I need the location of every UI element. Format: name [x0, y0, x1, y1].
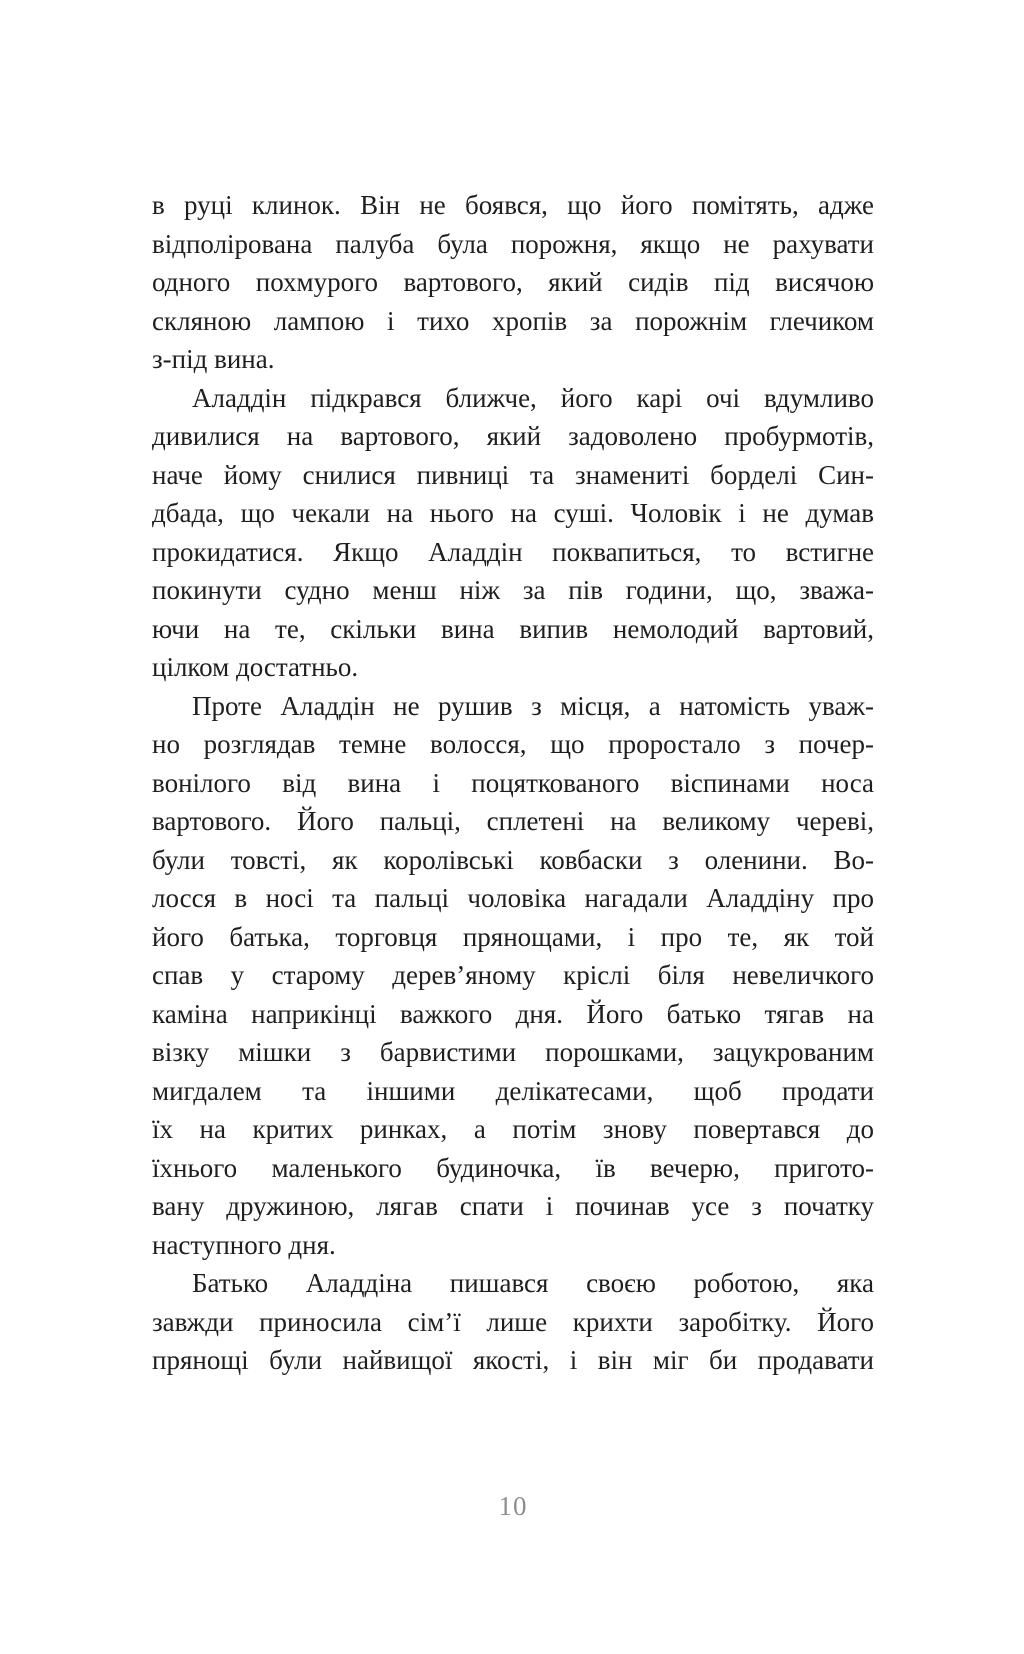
paragraph	[152, 687, 874, 1265]
text-line: прянощі були найвищої якості, і він міг би продавати	[152, 1345, 874, 1375]
text-line: спав у старому дерев’яному кріслі біля невеличкого	[152, 960, 874, 990]
text-line: їх на критих ринках, а потім знову повертався до	[152, 1114, 874, 1144]
text-line: каміна наприкінці важкого дня. Його батько тягав на	[152, 998, 874, 1029]
text-line: мигдалем та іншими делікатесами, щоб продати	[152, 1075, 874, 1106]
text-line: вану дружиною, лягав спати і починав усе з початку	[152, 1191, 874, 1221]
text-line: дбада, що чекали на нього на суші. Чоловік і не думав	[152, 498, 874, 528]
text-line: но розглядав темне волосся, що проростало з почер-	[152, 729, 874, 759]
paragraph	[152, 1264, 874, 1380]
text-line: вонілого від вина і поцяткованого віспинами носа	[152, 767, 874, 798]
text-line: відполірована палуба була порожня, якщо не рахувати	[152, 228, 874, 259]
text-line: дивилися на вартового, який задоволено пробурмотів,	[152, 421, 874, 451]
text-line: ючи на те, скільки вина випив немолодий вартовий,	[152, 613, 874, 644]
text-line: їхнього маленького будиночка, їв вечерю, пригото-	[152, 1152, 874, 1183]
text-line: його батька, торговця прянощами, і про те, як той	[152, 921, 874, 952]
text-line: одного похмурого вартового, який сидів під висячою	[152, 267, 874, 297]
text-block	[152, 186, 874, 1380]
text-line: візку мішки з барвистими порошками, зацукрованим	[152, 1037, 874, 1067]
text-line: Батько Аладдіна пишався своєю роботою, яка	[192, 1268, 874, 1298]
text-line: лосся в носі та пальці чоловіка нагадали Аладдіну про	[152, 883, 874, 913]
text-line: були товсті, як королівські ковбаски з оленини. Во-	[152, 844, 874, 875]
text-line: прокидатися. Якщо Аладдін поквапиться, то встигне	[152, 536, 874, 567]
paragraph	[152, 379, 874, 687]
page-number: 10	[498, 1491, 528, 1521]
text-line: вартового. Його пальці, сплетені на великому череві,	[152, 806, 874, 836]
text-line: цілком достатньо.	[152, 652, 359, 682]
text-line: з-під вина.	[152, 344, 275, 374]
text-line: Проте Аладдін не рушив з місця, а натомість уваж-	[192, 690, 874, 721]
text-line: наче йому снилися пивниці та знамениті борделі Син-	[152, 459, 874, 490]
text-line: наступного дня.	[152, 1229, 336, 1260]
text-line: завжди приносила сім’ї лише крихти заробітку. Його	[152, 1306, 874, 1337]
text-line: в руці клинок. Він не боявся, що його помітять, адже	[152, 190, 874, 220]
text-line: скляною лампою і тихо хропів за порожнім глечиком	[152, 305, 874, 336]
paragraph	[152, 186, 874, 379]
text-line: Аладдін підкрався ближче, його карі очі вдумливо	[192, 382, 874, 413]
text-line: покинути судно менш ніж за пів години, що, зважа-	[152, 575, 874, 605]
